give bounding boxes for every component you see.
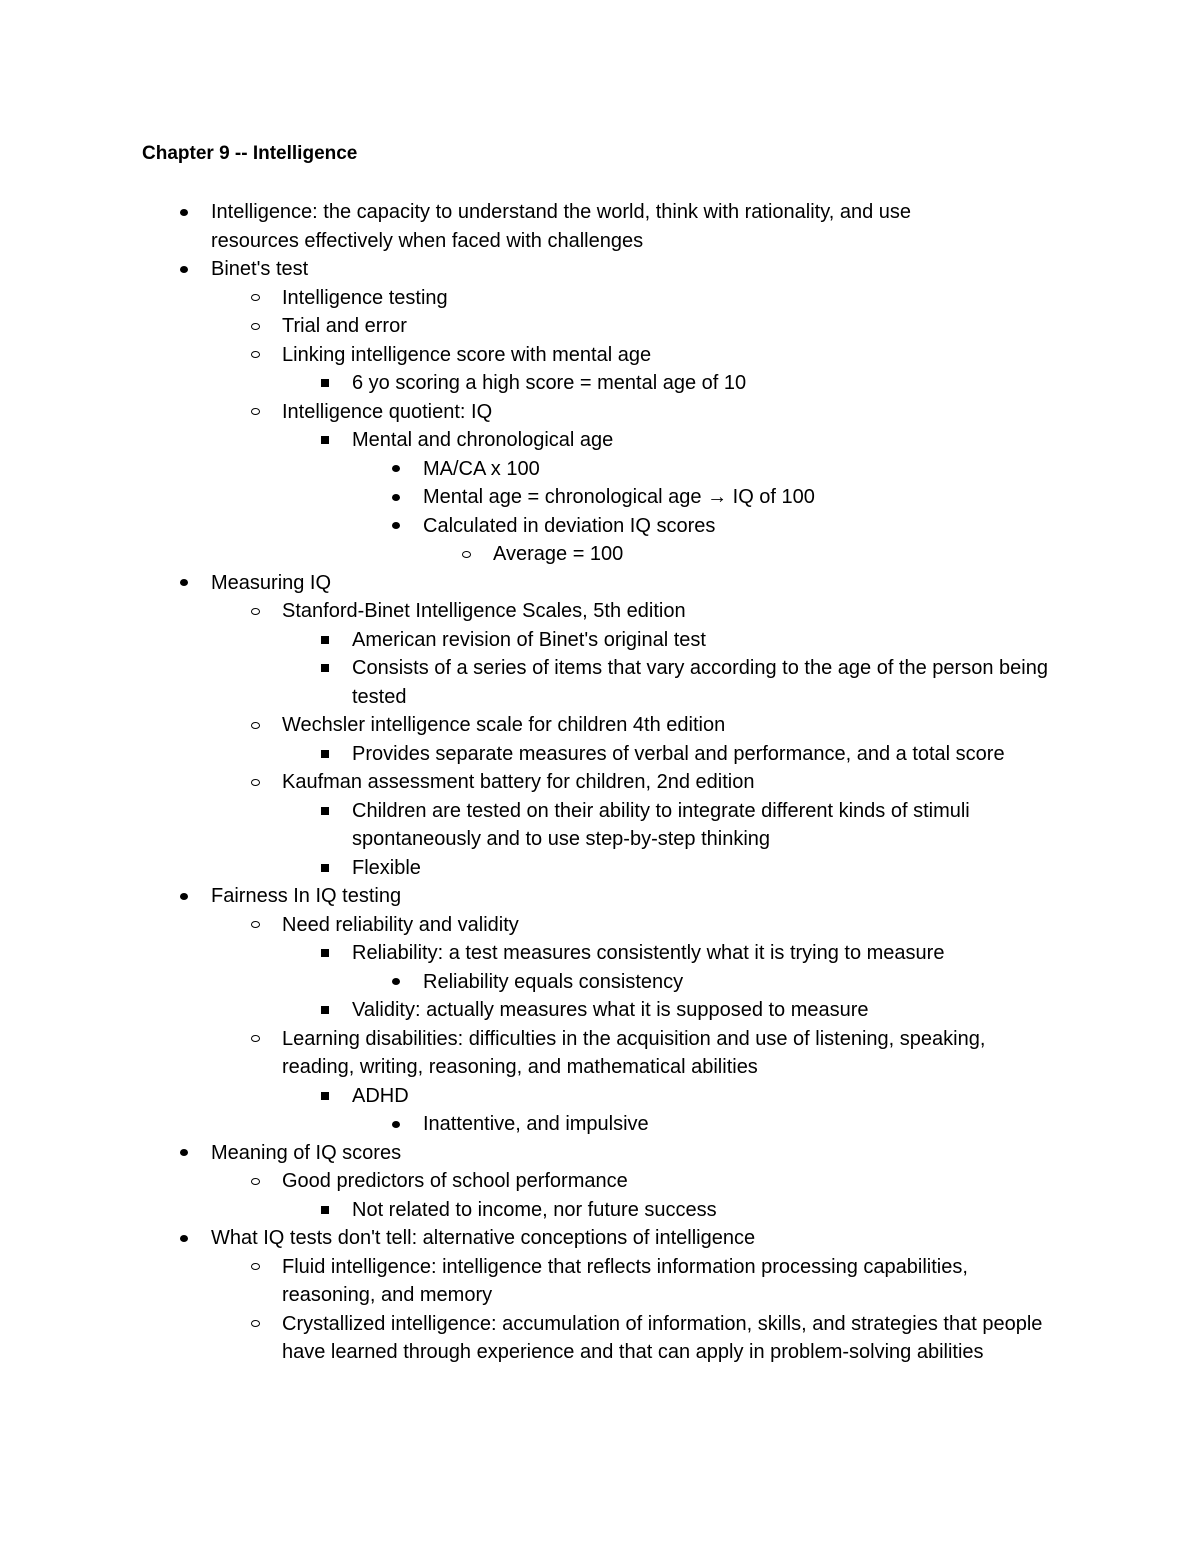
square-bullet-icon [317, 854, 333, 883]
list-item-text: Children are tested on their ability to integrate different kinds of stimuli spontaneously and to use step-by-step thinking [352, 799, 970, 850]
list-item [0, 1025, 1052, 1082]
list-item [0, 512, 1063, 541]
disc-bullet-icon [388, 1110, 404, 1139]
list-item-text: Provides separate measures of verbal and performance, and a total score [352, 742, 1005, 765]
list-item [0, 854, 1062, 883]
list-item [0, 654, 1062, 711]
bullet-list [0, 198, 1200, 1367]
square-bullet-icon [317, 369, 333, 398]
list-item-text: Reliability: a test measures consistently what it is trying to measure [352, 942, 945, 964]
list-item [0, 341, 1052, 370]
list-item [0, 768, 1052, 797]
disc-bullet-icon [388, 483, 404, 512]
disc-bullet-icon [176, 255, 192, 284]
square-bullet-icon [317, 740, 333, 769]
list-item-text: MA/CA x 100 [423, 457, 540, 480]
square-bullet-icon [317, 426, 333, 455]
list-item-text: Calculated in deviation IQ scores [423, 514, 716, 537]
square-bullet-icon [317, 939, 333, 968]
disc-bullet-icon [388, 455, 404, 484]
square-bullet-icon [317, 996, 333, 1025]
list-item [0, 540, 1063, 569]
list-item-text: Crystallized intelligence: accumulation of information, skills, and strategies that people have learned through experience and that can apply in problem-solving abilities [282, 1312, 1043, 1363]
circle-bullet-icon [247, 768, 263, 797]
list-item-text: Good predictors of school performance [282, 1170, 628, 1192]
circle-bullet-icon [247, 341, 263, 370]
list-item [0, 398, 1052, 427]
list-item-text: Intelligence quotient: IQ [282, 400, 493, 423]
circle-bullet-icon [247, 911, 263, 940]
disc-bullet-icon [176, 569, 192, 598]
list-item [0, 426, 1062, 455]
list-item [0, 911, 1052, 940]
circle-bullet-icon [247, 1310, 263, 1339]
circle-bullet-icon [247, 1167, 263, 1196]
list-item [0, 1253, 1052, 1310]
disc-bullet-icon [176, 1224, 192, 1253]
list-item [0, 626, 1062, 655]
circle-bullet-icon [247, 597, 263, 626]
list-item-text: Reliability equals consistency [423, 970, 684, 993]
list-item-text: Need reliability and validity [282, 913, 519, 936]
document-title: Chapter 9 -- Intelligence [142, 143, 358, 164]
square-bullet-icon [317, 1082, 333, 1111]
list-item-text: Binet's test [211, 258, 309, 280]
list-item [0, 597, 1052, 626]
list-item-text: Intelligence: the capacity to understand the world, think with rationality, and use resources effectively when faced with challenges [211, 201, 912, 252]
list-item [0, 312, 1052, 341]
list-item [0, 483, 1063, 512]
disc-bullet-icon [176, 198, 192, 227]
list-item-text: Inattentive, and impulsive [423, 1113, 649, 1135]
disc-bullet-icon [176, 882, 192, 911]
circle-bullet-icon [247, 398, 263, 427]
list-item [0, 711, 1052, 740]
list-item [0, 255, 971, 284]
list-item-text: Flexible [352, 856, 421, 879]
list-item-text: Learning disabilities: difficulties in the acquisition and use of listening, speaking, reading, writing, reasoning, and mathematical abilities [282, 1027, 986, 1078]
list-item-text: Stanford-Binet Intelligence Scales, 5th edition [282, 600, 686, 622]
list-item [0, 939, 1062, 968]
list-item-text: Validity: actually measures what it is supposed to measure [352, 999, 869, 1021]
list-item [0, 1139, 971, 1168]
circle-bullet-icon [247, 1025, 263, 1054]
list-item [0, 198, 971, 255]
list-item [0, 1310, 1052, 1367]
list-item-text: Linking intelligence score with mental age [282, 343, 652, 366]
list-item [0, 740, 1062, 769]
list-item-text: 6 yo scoring a high score = mental age of 10 [352, 372, 747, 394]
list-item [0, 1082, 1062, 1111]
list-item [0, 1224, 971, 1253]
list-item-text: Mental and chronological age [352, 429, 614, 451]
list-item-text: Intelligence testing [282, 286, 448, 309]
square-bullet-icon [317, 626, 333, 655]
circle-bullet-icon [247, 284, 263, 313]
square-bullet-icon [317, 1196, 333, 1225]
list-item [0, 882, 971, 911]
square-bullet-icon [317, 797, 333, 826]
disc-bullet-icon [388, 512, 404, 541]
list-item-text: Fairness In IQ testing [211, 885, 402, 907]
list-item-text: Meaning of IQ scores [211, 1141, 402, 1164]
circle-bullet-icon [247, 711, 263, 740]
list-item-text: ADHD [352, 1084, 409, 1107]
list-item [0, 455, 1063, 484]
circle-bullet-icon [247, 312, 263, 341]
list-item [0, 1110, 1063, 1139]
list-item-text: Not related to income, nor future success [352, 1198, 717, 1221]
list-item [0, 996, 1062, 1025]
list-item [0, 968, 1063, 997]
list-item-text: Mental age = chronological age → IQ of 100 [423, 486, 815, 508]
circle-bullet-icon [458, 540, 474, 569]
list-item-text: Trial and error [282, 315, 407, 337]
list-item-text: Average = 100 [493, 543, 624, 565]
list-item [0, 1196, 1062, 1225]
list-item-text: What IQ tests don't tell: alternative conceptions of intelligence [211, 1227, 756, 1249]
circle-bullet-icon [247, 1253, 263, 1282]
disc-bullet-icon [176, 1139, 192, 1168]
list-item [0, 284, 1052, 313]
list-item [0, 797, 1062, 854]
list-item-text: Measuring IQ [211, 571, 332, 594]
list-item-text: Consists of a series of items that vary according to the age of the person being tested [352, 657, 1048, 708]
disc-bullet-icon [388, 968, 404, 997]
list-item-text: American revision of Binet's original test [352, 628, 706, 651]
list-item-text: Wechsler intelligence scale for children 4th edition [282, 714, 726, 736]
square-bullet-icon [317, 654, 333, 683]
list-item-text: Kaufman assessment battery for children, 2nd edition [282, 771, 755, 793]
list-item [0, 1167, 1052, 1196]
list-item [0, 369, 1062, 398]
list-item-text: Fluid intelligence: intelligence that reflects information processing capabilities, reasoning, and memory [282, 1255, 968, 1306]
list-item [0, 569, 971, 598]
